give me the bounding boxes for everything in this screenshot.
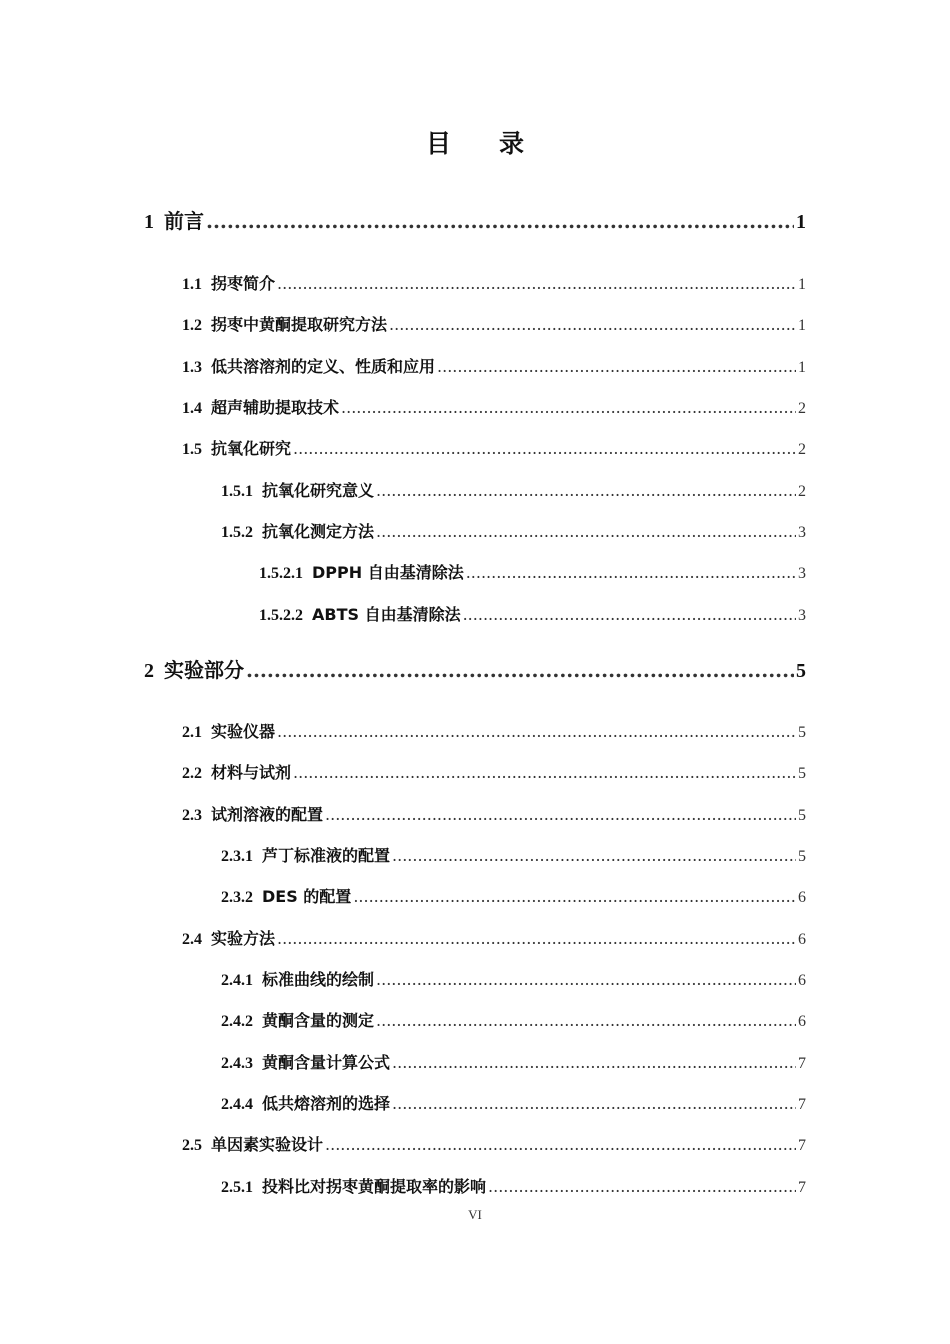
toc-dot-leader [353, 887, 796, 906]
toc-entry[interactable] [182, 312, 806, 335]
toc-dot-leader [293, 439, 796, 458]
toc-entry[interactable] [144, 205, 806, 234]
toc-entry[interactable] [221, 519, 806, 542]
toc-entry-number: 2.4.1 [221, 972, 253, 989]
toc-entry-page: 2 [798, 400, 806, 417]
toc-entry-page: 1 [798, 276, 806, 293]
toc-dot-leader [376, 970, 796, 989]
toc-entry-page: 3 [798, 524, 806, 541]
page-title-char-1: 目 [425, 129, 451, 158]
toc-entry-title: 拐枣中黄酮提取研究方法 [211, 315, 388, 334]
toc-entry[interactable] [182, 760, 806, 783]
toc-entry-page: 6 [798, 1013, 806, 1030]
toc-entry-title: 拐枣简介 [211, 274, 276, 293]
toc-dot-leader [206, 209, 794, 233]
toc-entry-page: 7 [798, 1179, 806, 1196]
toc-entry[interactable] [221, 1050, 806, 1073]
toc-entry-number: 1.3 [182, 359, 202, 376]
toc-dot-leader [246, 658, 794, 682]
toc-entry-page: 2 [798, 441, 806, 458]
toc-entry-page: 2 [798, 483, 806, 500]
toc-dot-leader [277, 929, 796, 948]
toc-entry-number: 2.4.3 [221, 1055, 253, 1072]
toc-entry[interactable] [221, 478, 806, 501]
toc-entry-title: 抗氧化测定方法 [262, 522, 375, 541]
toc-entry[interactable] [144, 654, 806, 683]
toc-entry[interactable] [221, 884, 806, 907]
toc-entry[interactable] [182, 436, 806, 459]
toc-entry[interactable] [259, 602, 806, 625]
toc-entry-title: DES 的配置 [262, 887, 352, 906]
toc-dot-leader [392, 846, 796, 865]
toc-entry-page: 6 [798, 889, 806, 906]
toc-entry-page: 7 [798, 1137, 806, 1154]
toc-dot-leader [325, 1135, 796, 1154]
toc-entry-number: 2.1 [182, 724, 202, 741]
toc-dot-leader [376, 481, 796, 500]
toc-entry-title: 实验方法 [211, 929, 276, 948]
toc-entry-title: 黄酮含量计算公式 [262, 1053, 391, 1072]
toc-entry[interactable] [221, 1174, 806, 1197]
toc-entry-title: 实验仪器 [211, 722, 276, 741]
toc-entry-number: 1.5.2.2 [259, 607, 303, 624]
toc-entry-title: 试剂溶液的配置 [211, 805, 324, 824]
toc-entry-title: 单因素实验设计 [211, 1135, 324, 1154]
toc-entry-title: DPPH 自由基清除法 [312, 563, 464, 582]
toc-entry-title: 投料比对拐枣黄酮提取率的影响 [262, 1177, 487, 1196]
toc-dot-leader [325, 805, 796, 824]
toc-entry[interactable] [182, 271, 806, 294]
toc-entry-number: 1.5.2 [221, 524, 253, 541]
toc-entry-number: 2.3.2 [221, 889, 253, 906]
toc-entry-number: 2.3.1 [221, 848, 253, 865]
toc-entry[interactable] [182, 354, 806, 377]
toc-entry-title: 超声辅助提取技术 [211, 398, 340, 417]
toc-entry[interactable] [221, 967, 806, 990]
toc-entry-title: ABTS 自由基清除法 [312, 605, 461, 624]
toc-entry-number: 2.4.4 [221, 1096, 253, 1113]
toc-entry-page: 5 [798, 765, 806, 782]
toc-entry-page: 3 [798, 565, 806, 582]
toc-dot-leader [376, 522, 796, 541]
toc-entry-page: 5 [796, 660, 806, 682]
toc-entry-page: 1 [798, 317, 806, 334]
toc-entry[interactable] [221, 1091, 806, 1114]
toc-entry-title: 标准曲线的绘制 [262, 970, 375, 989]
toc-entry-number: 1.4 [182, 400, 202, 417]
toc-entry-page: 6 [798, 972, 806, 989]
toc-entry-title: 黄酮含量的测定 [262, 1011, 375, 1030]
toc-dot-leader [463, 605, 796, 624]
toc-entry-number: 1.5 [182, 441, 202, 458]
toc-entry-title: 抗氧化研究意义 [262, 481, 375, 500]
toc-dot-leader [277, 274, 796, 293]
toc-dot-leader [293, 763, 796, 782]
toc-entry-page: 1 [798, 359, 806, 376]
toc-dot-leader [376, 1011, 796, 1030]
toc-entry-number: 2.2 [182, 765, 202, 782]
toc-entry[interactable] [182, 1132, 806, 1155]
toc-entry-number: 1.1 [182, 276, 202, 293]
toc-entry-page: 1 [796, 211, 806, 233]
toc-entry[interactable] [182, 802, 806, 825]
toc-entry-title: 材料与试剂 [211, 763, 292, 782]
toc-entry-page: 3 [798, 607, 806, 624]
page-title-char-2: 录 [499, 129, 525, 158]
toc-entry-title: 抗氧化研究 [211, 439, 292, 458]
toc-entry-number: 2.4 [182, 931, 202, 948]
toc-entry-page: 7 [798, 1096, 806, 1113]
toc-entry[interactable] [259, 560, 806, 583]
toc-entry-number: 2.4.2 [221, 1013, 253, 1030]
toc-dot-leader [277, 722, 796, 741]
toc-dot-leader [466, 563, 796, 582]
toc-entry[interactable] [221, 843, 806, 866]
toc-entry[interactable] [182, 395, 806, 418]
page-number: VI [468, 1207, 482, 1222]
toc-entry-page: 5 [798, 807, 806, 824]
toc-entry-number: 2.3 [182, 807, 202, 824]
toc-entry-title: 实验部分 [164, 658, 244, 682]
toc-entry-number: 2.5 [182, 1137, 202, 1154]
toc-entry-page: 7 [798, 1055, 806, 1072]
toc-dot-leader [392, 1053, 796, 1072]
toc-dot-leader [389, 315, 796, 334]
toc-entry-number: 1 [144, 211, 154, 233]
toc-entry-page: 5 [798, 848, 806, 865]
toc-dot-leader [437, 357, 796, 376]
toc-entry-page: 6 [798, 931, 806, 948]
toc-dot-leader [341, 398, 796, 417]
toc-entry[interactable] [182, 719, 806, 742]
toc-entry-number: 1.5.2.1 [259, 565, 303, 582]
toc-entry[interactable] [182, 926, 806, 949]
toc-entry-number: 2.5.1 [221, 1179, 253, 1196]
toc-entry-number: 1.2 [182, 317, 202, 334]
toc-entry-number: 1.5.1 [221, 483, 253, 500]
toc-dot-leader [488, 1177, 796, 1196]
toc-entry[interactable] [221, 1008, 806, 1031]
toc-entry-title: 前言 [164, 209, 204, 233]
toc-entry-page: 5 [798, 724, 806, 741]
toc-entry-title: 芦丁标准液的配置 [262, 846, 391, 865]
toc-entry-title: 低共溶溶剂的定义、性质和应用 [211, 357, 436, 376]
toc-entry-number: 2 [144, 660, 154, 682]
toc-entry-title: 低共熔溶剂的选择 [262, 1094, 391, 1113]
toc-dot-leader [392, 1094, 796, 1113]
